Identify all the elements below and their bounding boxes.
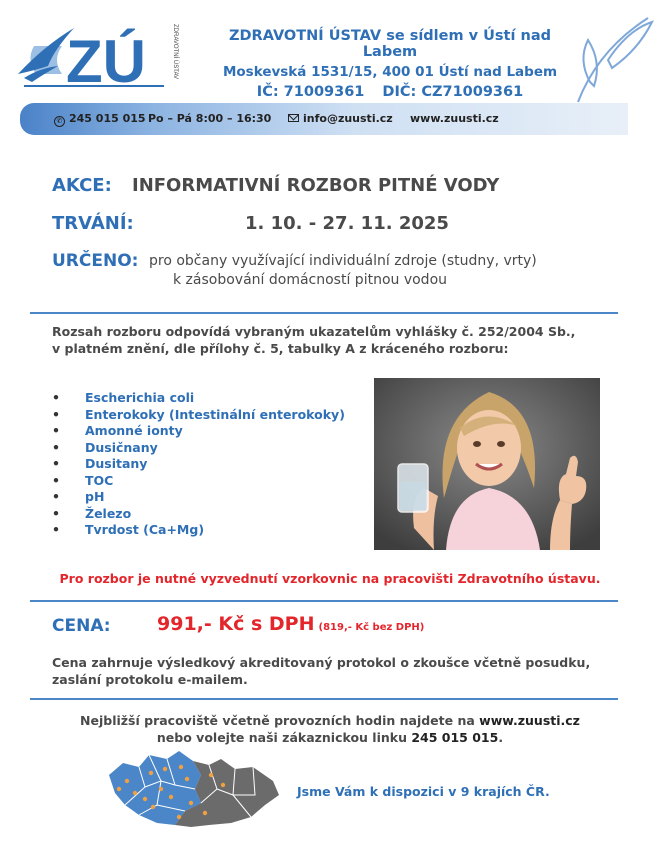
divider: [30, 312, 618, 314]
contact-hours: Po – Pá 8:00 – 16:30: [148, 112, 272, 125]
action-label: AKCE:: [52, 175, 112, 196]
footer-web-link[interactable]: www.zuusti.cz: [479, 713, 580, 728]
contact-bar: [20, 103, 628, 135]
org-header: [200, 28, 580, 100]
duration-value: 1. 10. - 27. 11. 2025: [245, 213, 449, 234]
org-name: ZDRAVOTNÍ ÚSTAV se sídlem v Ústí nad Labem: [228, 28, 551, 60]
leaf-decoration-icon: [558, 10, 654, 110]
phone-number: 245 015 015: [69, 112, 146, 125]
parameter-list: [52, 390, 345, 539]
intended-line-1: pro občany využívající individuální zdroje (studny, vrty): [149, 253, 537, 269]
phone-icon: ✆: [54, 116, 65, 127]
photo-girl-with-water: [374, 378, 600, 550]
footer-line-2: nebo volejte naši zákaznickou linku 245 015 015.: [156, 730, 504, 745]
price-note-line-2: zaslání protokolu e-mailem.: [52, 672, 248, 687]
intended-label: URČENO:: [52, 251, 139, 271]
org-address: Moskevská 1531/15, 400 01 Ústí nad Labem: [222, 64, 558, 80]
contact-phone[interactable]: [54, 112, 146, 127]
footer-phone[interactable]: 245 015 015: [411, 730, 499, 745]
price-note: [52, 654, 612, 688]
list-item: • pH: [52, 489, 345, 506]
divider: [30, 600, 618, 602]
divider: [30, 698, 618, 700]
org-ic: IČ: 71009361: [256, 84, 365, 100]
mail-icon: [288, 114, 299, 122]
logo: [14, 16, 184, 94]
org-dic: DIČ: CZ71009361: [382, 84, 524, 100]
duration-row: [52, 213, 612, 234]
intended-row: [52, 251, 622, 288]
list-item: • Železo: [52, 506, 345, 523]
price-value: [157, 613, 424, 635]
list-item: • Dusitany: [52, 456, 345, 473]
action-value: INFORMATIVNÍ ROZBOR PITNÉ VODY: [132, 175, 500, 196]
price-label: CENA:: [52, 616, 111, 636]
price-amount: 991,- Kč s DPH: [157, 613, 315, 635]
list-item: • Tvrdost (Ca+Mg): [52, 522, 345, 539]
duration-label: TRVÁNÍ:: [52, 213, 134, 234]
czech-map-icon: [105, 745, 283, 831]
logo-graphic: [14, 16, 184, 94]
list-item: • Dusičnany: [52, 440, 345, 457]
list-item: • Enterokoky (Intestinální enterokoky): [52, 407, 345, 424]
price-note-line-1: Cena zahrnuje výsledkový akreditovaný protokol o zkoušce včetně posudku,: [52, 655, 591, 670]
contact-web[interactable]: www.zuusti.cz: [410, 112, 499, 125]
logo-text: ZÚ: [66, 28, 146, 94]
list-item: • Escherichia coli: [52, 390, 345, 407]
email-address: info@zuusti.cz: [303, 112, 393, 125]
scope-line-1: Rozsah rozboru odpovídá vybraným ukazatelům vyhlášky č. 252/2004 Sb.,: [52, 324, 576, 339]
footer-line-1: Nejbližší pracoviště včetně provozních hodin najdete na www.zuusti.cz: [80, 713, 580, 728]
intended-line-2: k zásobování domácností pitnou vodou: [173, 272, 448, 288]
footer-text: [0, 712, 660, 746]
list-item: • Amonné ionty: [52, 423, 345, 440]
price-without-vat: (819,- Kč bez DPH): [318, 622, 425, 633]
logo-vertical-text: ZDRAVOTNÍ ÚSTAV: [172, 24, 178, 80]
scope-line-2: v platném znění, dle přílohy č. 5, tabulky A z kráceného rozboru:: [52, 341, 509, 356]
action-row: [52, 175, 500, 196]
contact-email[interactable]: [288, 112, 393, 125]
list-item: • TOC: [52, 473, 345, 490]
org-ids: [200, 84, 580, 100]
pickup-warning: Pro rozbor je nutné vyzvednutí vzorkovnic na pracovišti Zdravotního ústavu.: [59, 571, 601, 586]
regions-text: Jsme Vám k dispozici v 9 krajích ČR.: [297, 784, 550, 799]
scope-text: [52, 323, 612, 357]
